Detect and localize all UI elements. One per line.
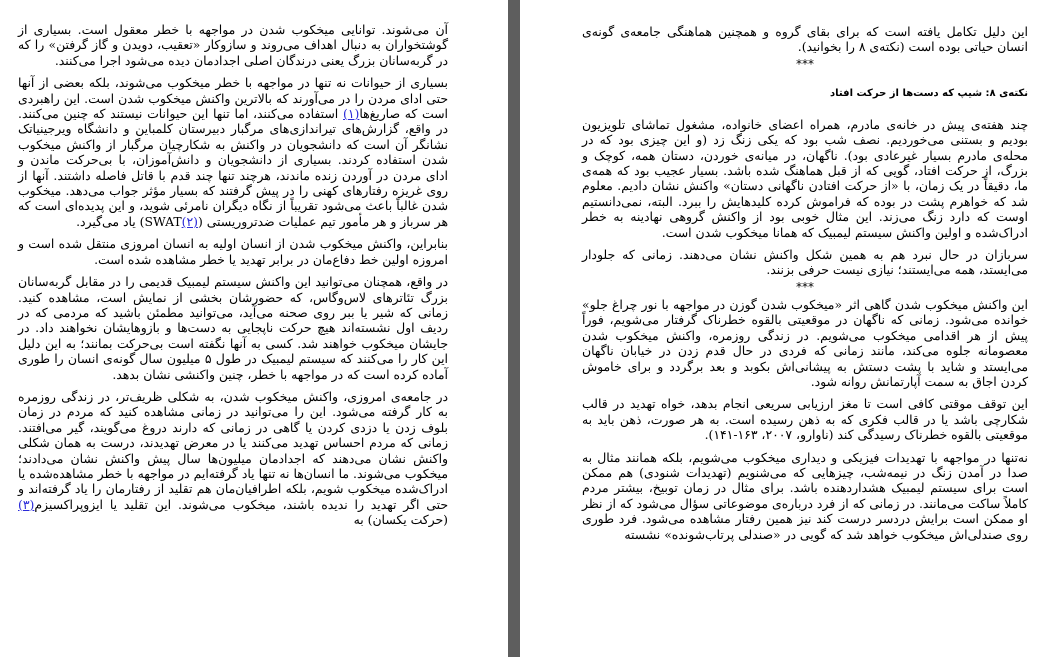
paragraph: این واکنش میخکوب شدن گاهی اثر «میخکوب شدن گوزن در مواجهه با نور چراغ جلو» خوانده می‌شود. زمانی که ناگهان در موقعیتی بالقوه خطرناک گرفتار می‌شویم، فوراً پیش از هر اقدامی میخکوب می‌شویم. در زندگی روزمره، واکنش میخکوب شدن معصومانه جلوه می‌کند، مانند زمانی که فردی در حال قدم زدن در خیابان ناگهان می‌ایستد و شاید با پشت دستش به پیشانی‌اش بکوبد و بعد برگردد و برای خاموش کردن اجاق به سمت آپارتمانش روانه شود. bbox=[582, 296, 1028, 389]
paragraph bbox=[18, 389, 448, 528]
paragraph-text: بسیاری از حیوانات نه تنها در مواجهه با خطر میخکوب می‌شوند، بلکه بعضی از آنها حتی ادای مردن را در می‌آورند که بالاترین واکنش میخکوب شدن است. این راهبردی است که صاریغ‌ها bbox=[18, 75, 448, 122]
paragraph-text: (حرکت یکسان) به bbox=[353, 512, 448, 528]
paragraph: این دلیل تکامل یافته است که برای بقای گروه و همچنین هماهنگی جامعه‌ی گونه‌ی انسان حیاتی بوده است (نکته‌ی ۸ را بخوانید). bbox=[582, 24, 1028, 55]
paragraph: نه‌تنها در مواجهه با تهدیدات فیزیکی و دیداری میخکوب می‌شویم، بلکه همانند مثال به صدا در آمدن زنگ در نیمه‌شب، چیزهایی که می‌شنویم (تهدیدات شنودی) هم ممکن است برای سیستم لیمبیک هشداردهنده باشد. برای مثال در زمان توبیخ، بیشتر مردم کاملاً ساکت می‌مانند. در زمانی که از فرد درباره‌ی موضوعاتی سؤال می‌شود که از نظر او ممکن است برایش دردسر درست کند نیز همین رفتار مشاهده می‌شود. فرد طوری روی صندلی‌اش میخکوب خواهد شد که گویی در «صندلی پرتاب‌شونده» نشسته bbox=[582, 449, 1028, 542]
page-gutter bbox=[508, 0, 520, 657]
footnote-link-2[interactable]: (۲) bbox=[181, 213, 198, 229]
paragraph: بنابراین، واکنش میخکوب شدن از انسان اولیه به انسان امروزی منتقل شده است و امروزه اولین خط دفاع‌مان در برابر تهدید یا خطر مشاهده شده است. bbox=[18, 236, 448, 267]
left-page bbox=[0, 0, 508, 657]
paragraph-text: ) یاد می‌گیرد. bbox=[76, 213, 145, 229]
paragraph: این توقف موقتی کافی است تا مغز ارزیابی سریعی انجام بدهد، خواه تهدید در قالب شکارچی باشد یا در قالب فکری که به ذهن رسیده است. به هر صورت، ذهن باید به موقعیتی بالقوه خطرناک رسیدگی کند (ناوارو، ۲۰۰۷، ۱۶۳-۱۴۱). bbox=[582, 396, 1028, 443]
paragraph: چند هفته‌ی پیش در خانه‌ی مادرم، همراه اعضای خانواده، مشغول تماشای تلویزیون بودیم و بستنی می‌خوردیم. نصف شب بود که یکی زنگ زد (و این چیزی بود که در محله‌ی مادرم بسیار غیرعادی بود). ناگهان، در میانه‌ی خوردن، دستان همه، کوچک و بزرگ، از حرکت افتاد، گویی که از قبل هماهنگ شده باشد. بسیار عجیب بود که همه‌ی ما، دقیقاً در یک زمان، با «از حرکت افتادن ناگهانی دستان» واکنش نشان دادیم. معلوم شد که خواهرم پشت در بوده که فراموش کرده کلیدهایش را ببرد. البته، نمی‌دانستیم اوست که دارد زنگ می‌زند. این مثال خوبی بود از واکنش گروهی نهادینه به خطر ادراک‌شده و اولین واکنش سیستم لیمبیک که همانا میخکوب شدن است. bbox=[582, 116, 1028, 240]
paragraph bbox=[18, 75, 448, 229]
paragraph: سربازان در حال نبرد هم به همین شکل واکنش نشان می‌دهند. زمانی که جلودار می‌ایستد، همه می‌ایستند؛ نیازی نیست حرفی بزنند. bbox=[582, 247, 1028, 278]
footnote-link-1[interactable]: (۱) bbox=[343, 106, 360, 122]
right-page bbox=[520, 0, 1046, 657]
right-page-text bbox=[582, 24, 1028, 542]
paragraph-text: در جامعه‌ی امروزی، واکنش میخکوب شدن، به شکلی ظریف‌تر، در زندگی روزمره به کار گرفته می‌شود. این را می‌توانید در زمانی مشاهده کنید که مردم در زمان بلوف زدن یا دزدی کردن یا گاهی در زمانی که دارند دروغ می‌گویند، گیر می‌افتند. زمانی که مردم احساس تهدید می‌کنند یا در معرض تهدیدند، درست به همان شکلی واکنش نشان می‌دهند که اجدادمان میلیون‌ها سال پیش واکنش نشان می‌دادند؛ میخکوب می‌شوند. ما انسان‌ها نه تنها یاد گرفته‌ایم در مواجهه با خطر مشاهده‌شده یا ادراک‌شده میخکوب شویم، بلکه اطرافیان‌مان هم تقلید از رفتارمان را یاد گرفته‌اند و حتی اگر تهدید را ندیده باشند، میخکوب می‌شوند. این تقلید یا ایزوپراکسیزم bbox=[18, 388, 448, 512]
footnote-link-3[interactable]: (۳) bbox=[18, 496, 35, 512]
left-page-text bbox=[18, 22, 448, 528]
paragraph: آن می‌شوند. توانایی میخکوب شدن در مواجهه با خطر معقول است. بسیاری از گوشتخواران به دنبال اهداف می‌روند و سازوکار «تعقیب، دویدن و گاز گرفتن» را که در گربه‌سانان بزرگ یعنی درندگان اصلی اجدادمان دیده می‌شود اجرا می‌کنند. bbox=[18, 22, 448, 68]
section-heading: نکته‌ی ۸: شیپ که دست‌ها از حرکت افتاد bbox=[830, 87, 1028, 99]
paragraph-text: استفاده می‌کنند، اما تنها این حیوانات نیستند که چنین می‌کنند. در واقع، گزارش‌های تیراندازی‌های مرگبار دبیرستان کلمباین و دانشگاه ویرجینیاتک نشانگر آن است که دانشجویان در واکنش به شکارچیان مرگبار از واکنش میخکوب شدن استفاده کردند. بسیاری از دانشجویان و دانش‌آموزان، با بی‌حرکت ماندن و ادای مردن در آوردن زنده ماندند، هرچند تنها چند قدم با قاتل فاصله داشتند. آنها از روی غریزه رفتارهای کهنی را در پیش گرفتند که بسیار مؤثر جواب می‌دهد. میخکوب شدن غالباً باعث می‌شود تقریباً از نگاه دیگران نامرئی شوید، و این پدیده‌ای است که هر سرباز و هر مأمور تیم عملیات ضدتروریستی (SWAT bbox=[18, 106, 448, 229]
section-separator: *** bbox=[796, 56, 814, 71]
section-separator: *** bbox=[796, 279, 814, 294]
paragraph: در واقع، همچنان می‌توانید این واکنش سیستم لیمبیک قدیمی را در مقابل گربه‌سانان بزرگ تئاترهای لاس‌وگاس، که حضورشان بخشی از نمایش است، مشاهده کنید. زمانی که شیر یا ببر روی صحنه می‌آید، می‌توانید مطمئن باشید که مردمی که در ردیف اول نشسته‌اند هیچ حرکت ناپجایی به دست‌ها و بازوهایشان نخواهند داد. در جایشان میخکوب خواهند شد. کسی به آنها نگفته است بی‌حرکت بمانند؛ به این دلیل این کار را می‌کنند که سیستم لیمبیک در طول ۵ میلیون سال گونه‌ی انسان را طوری آماده کرده است که در مواجهه با خطر، چنین واکنشی نشان بدهد. bbox=[18, 274, 448, 382]
